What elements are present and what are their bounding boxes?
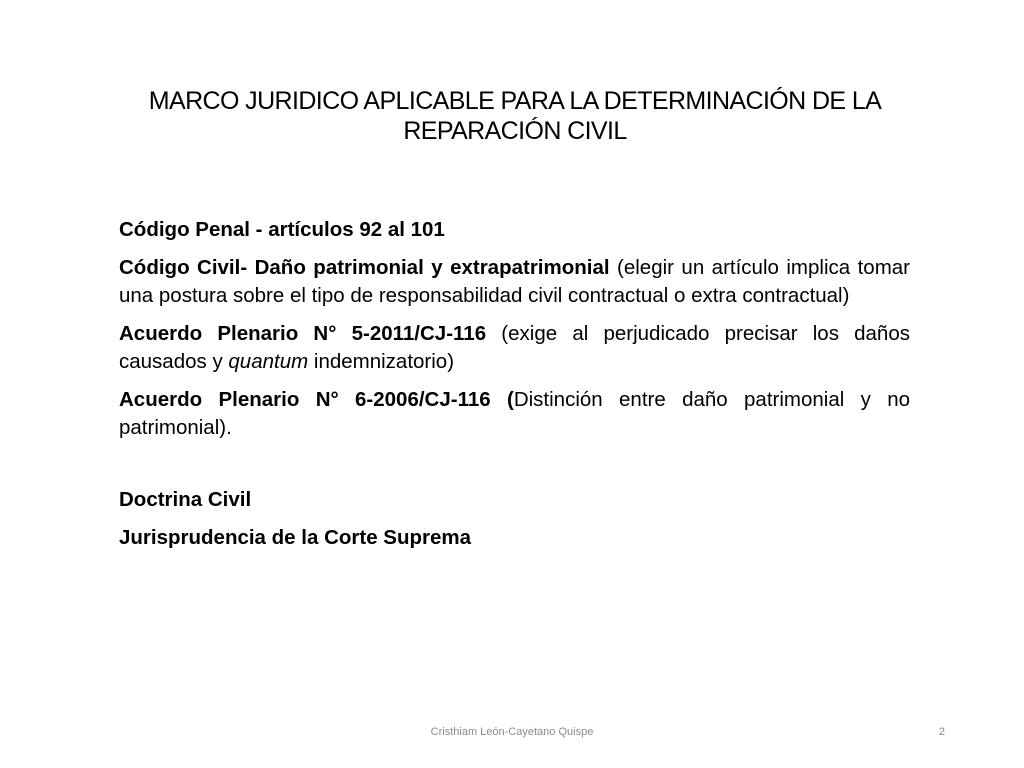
item-acuerdo-plenario-5-2011 (119, 320, 910, 376)
item-text: (elegir un artículo implica tomar una postura sobre el tipo de responsabilidad civil contractual o extra contractual) (119, 256, 910, 307)
title-line-2: REPARACIÓN CIVIL (403, 117, 627, 145)
item-bold-text: Código Civil- Daño patrimonial y extrapatrimonial (119, 256, 610, 279)
item-bold-text: Doctrina Civil (119, 488, 252, 511)
item-bold-text: Acuerdo Plenario N° 6-2006/CJ-116 ( (119, 388, 514, 411)
item-doctrina-civil (119, 486, 910, 514)
page-number: 2 (938, 726, 945, 738)
slide-title (120, 86, 910, 146)
item-acuerdo-plenario-6-2006 (119, 386, 910, 442)
item-codigo-penal (119, 216, 910, 244)
item-italic-text: quantum (228, 350, 309, 373)
item-jurisprudencia (119, 524, 910, 552)
item-text: indemnizatorio) (308, 350, 455, 373)
item-bold-text: Jurisprudencia de la Corte Suprema (119, 526, 472, 549)
title-line-1: MARCO JURIDICO APLICABLE PARA LA DETERMINACIÓN DE LA (148, 87, 882, 115)
slide-body (119, 216, 910, 562)
item-codigo-civil (119, 254, 910, 310)
item-bold-text: Acuerdo Plenario N° 5-2011/CJ-116 (119, 322, 487, 345)
footer-author: Cristhiam León-Cayetano Quispe (430, 726, 594, 738)
item-text: (exige al perjudicado precisar los daños causados y (119, 322, 910, 373)
item-bold-text: Código Penal - artículos 92 al 101 (119, 218, 445, 241)
item-text: Distinción entre daño patrimonial y no patrimonial). (119, 388, 910, 439)
